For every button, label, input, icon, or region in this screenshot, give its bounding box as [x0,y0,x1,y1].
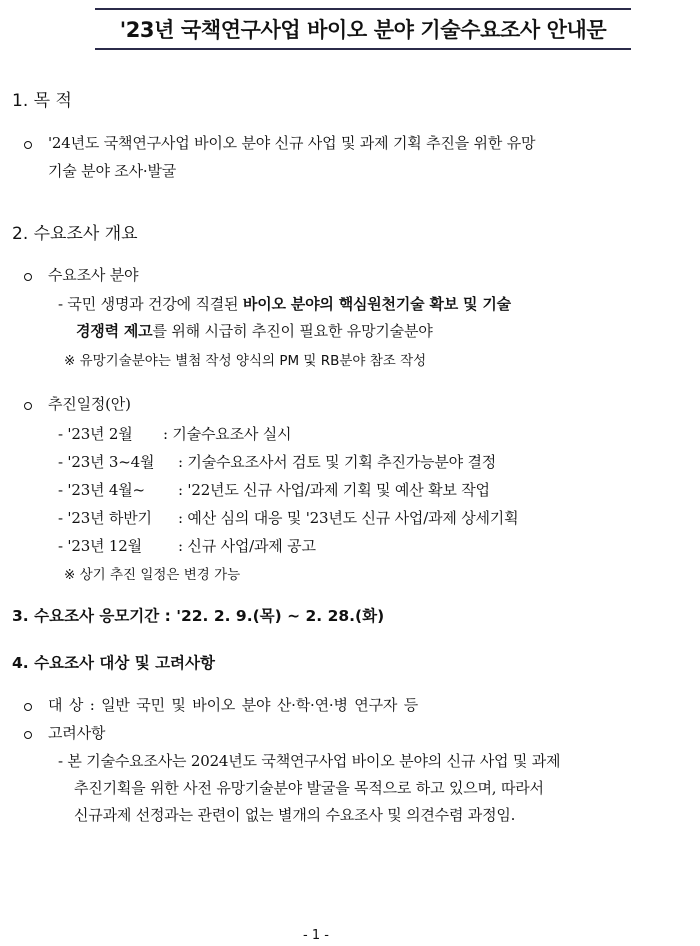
circle-bullet-icon [24,402,32,410]
section-1-heading: 1. 목 적 [12,91,72,111]
survey-field-text: - 국민 생명과 건강에 직결된 [58,295,243,313]
survey-field-emphasis-2: 경쟁력 제고 [76,322,153,340]
circle-bullet-icon [24,703,32,711]
schedule-when: - '23년 하반기 [58,509,152,527]
schedule-what: : 기술수요조사서 검토 및 기획 추진가능분야 결정 [178,453,497,471]
document-title: '23년 국책연구사업 바이오 분야 기술수요조사 안내문 [119,18,607,42]
survey-field-note: ※ 유망기술분야는 별첨 작성 양식의 PM 및 RB분야 참조 작성 [64,353,427,369]
schedule-what: : 예산 심의 대응 및 '23년도 신규 사업/과제 상세기획 [178,509,519,527]
survey-field-line-2 [76,320,433,341]
purpose-line-2: 기술 분야 조사·발굴 [48,162,177,180]
schedule-when: - '23년 12월 [58,537,142,555]
schedule-when: - '23년 2월 [58,425,133,443]
considerations-label: 고려사항 [48,724,106,742]
circle-bullet-icon [24,731,32,739]
page-number: - 1 - [303,928,329,943]
survey-field-label: 수요조사 분야 [48,266,139,284]
considerations-line-2: 추진기획을 위한 사전 유망기술분야 발굴을 목적으로 하고 있으며, 따라서 [74,779,544,797]
schedule-label: 추진일정(안) [48,395,131,413]
target-line: 대 상 : 일반 국민 및 바이오 분야 산·학·연·병 연구자 등 [48,696,419,714]
title-banner [95,8,631,50]
schedule-when: - '23년 3~4월 [58,453,155,471]
survey-field-line-1 [58,293,511,314]
section-3-heading: 3. 수요조사 응모기간 : '22. 2. 9.(목) ~ 2. 28.(화) [12,607,385,625]
purpose-line-1: '24년도 국책연구사업 바이오 분야 신규 사업 및 과제 기획 추진을 위한 유망 [48,134,536,152]
section-4-heading: 4. 수요조사 대상 및 고려사항 [12,654,215,672]
section-2-heading: 2. 수요조사 개요 [12,224,138,244]
schedule-what: : 신규 사업/과제 공고 [178,537,316,555]
survey-field-emphasis: 바이오 분야의 핵심원천기술 확보 및 기술 [242,295,511,313]
schedule-what: : '22년도 신규 사업/과제 기획 및 예산 확보 작업 [178,481,490,499]
schedule-what: : 기술수요조사 실시 [163,425,292,443]
schedule-when: - '23년 4월~ [58,481,145,499]
schedule-note: ※ 상기 추진 일정은 변경 가능 [64,567,241,583]
considerations-line-3: 신규과제 선정과는 관련이 없는 별개의 수요조사 및 의견수렴 과정임. [74,806,516,824]
circle-bullet-icon [24,141,32,149]
survey-field-text-2: 를 위해 시급히 추진이 필요한 유망기술분야 [152,322,433,340]
circle-bullet-icon [24,273,32,281]
considerations-line-1: - 본 기술수요조사는 2024년도 국책연구사업 바이오 분야의 신규 사업 및 과제 [58,752,561,770]
